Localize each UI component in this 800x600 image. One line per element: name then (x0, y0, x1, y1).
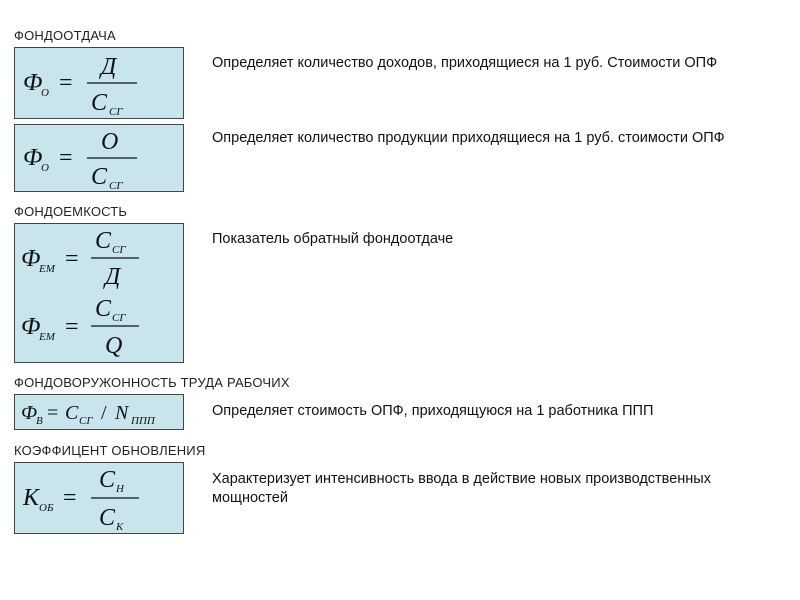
formula-denominator: С (91, 164, 108, 190)
description-koefficient-obnovleniya: Характеризует интенсивность ввода в действие новых производственных мощностей (212, 471, 711, 506)
formula-lhs-sub: ОБ (39, 502, 54, 514)
formula-equals: = (63, 485, 77, 511)
formula-lhs-sub: О (41, 162, 49, 174)
formula-b-sub: ППП (131, 415, 155, 427)
formula-lhs: Ф (21, 402, 38, 424)
formula-box-koefficient-obnovleniya (14, 462, 184, 534)
formula-box-fondootdacha-2 (14, 124, 184, 192)
description-fondoemkost: Показатель обратный фондоотдаче (212, 231, 454, 247)
formula-lhs: Ф (23, 70, 43, 96)
formula-fondootdacha-output (15, 125, 185, 193)
formula-box-fondoemkost (14, 223, 184, 363)
formula-numerator: С (95, 296, 112, 322)
formula-lhs-sub: В (36, 415, 43, 427)
formula-numerator: О (101, 129, 119, 155)
formula-fondovoruzhonnost (15, 395, 185, 431)
formula-equals: = (65, 314, 79, 340)
formula-numerator: Д (101, 54, 117, 80)
formula-lhs: К (23, 485, 39, 511)
formula-fondoemkost (15, 224, 185, 364)
formula-slash: / (101, 402, 107, 424)
formula-numerator: С (99, 467, 116, 493)
section-heading-fondoemkost: ФОНДОЕМКОСТЬ (14, 204, 128, 219)
formula-box-fondovoruzhonnost (14, 394, 184, 430)
formula-a-sub: СГ (79, 415, 93, 427)
section-heading-fondovoruzhonnost: ФОНДОВОРУЖОННОСТЬ ТРУДА РАБОЧИХ (14, 375, 290, 390)
formula-equals: = (59, 70, 73, 96)
formula-b: N (115, 402, 129, 424)
formula-lhs-sub: О (41, 87, 49, 99)
description-fondootdacha-output: Определяет количество продукции приходящиеся на 1 руб. стоимости ОПФ (212, 130, 725, 146)
description-fondovoruzhonnost: Определяет стоимость ОПФ, приходящуюся на 1 работника ППП (212, 403, 654, 419)
formula-numerator-sub: Н (116, 483, 124, 495)
formula-denominator: Д (105, 264, 121, 290)
formula-equals: = (59, 145, 73, 171)
formula-denominator: С (99, 505, 116, 531)
formula-lhs-sub: ЕМ (39, 331, 55, 343)
formula-lhs: Ф (21, 246, 41, 272)
formula-box-fondootdacha-1 (14, 47, 184, 119)
formula-equals: = (65, 246, 79, 272)
formula-denominator: С (91, 90, 108, 116)
formula-lhs-sub: ЕМ (39, 263, 55, 275)
formula-denominator: Q (105, 333, 123, 359)
formula-denominator-sub: СГ (109, 180, 123, 192)
formula-koefficient-obnovleniya (15, 463, 185, 535)
section-heading-koefficient-obnovleniya: КОЭФФИЦЕНТ ОБНОВЛЕНИЯ (14, 443, 206, 458)
formula-numerator-sub: СГ (112, 244, 126, 256)
formula-denominator-sub: К (116, 521, 124, 533)
formula-lhs: Ф (21, 314, 41, 340)
formula-numerator: С (95, 228, 112, 254)
description-fondootdacha-income: Определяет количество доходов, приходящиеся на 1 руб. Стоимости ОПФ (212, 55, 718, 71)
formula-numerator-sub: СГ (112, 312, 126, 324)
formula-denominator-sub: СГ (109, 106, 123, 118)
section-heading-fondootdacha: ФОНДООТДАЧА (14, 28, 116, 43)
formula-lhs: Ф (23, 145, 43, 171)
formula-a: С (65, 402, 79, 424)
formula-equals: = (47, 402, 59, 424)
formula-fondootdacha-income (15, 48, 185, 120)
